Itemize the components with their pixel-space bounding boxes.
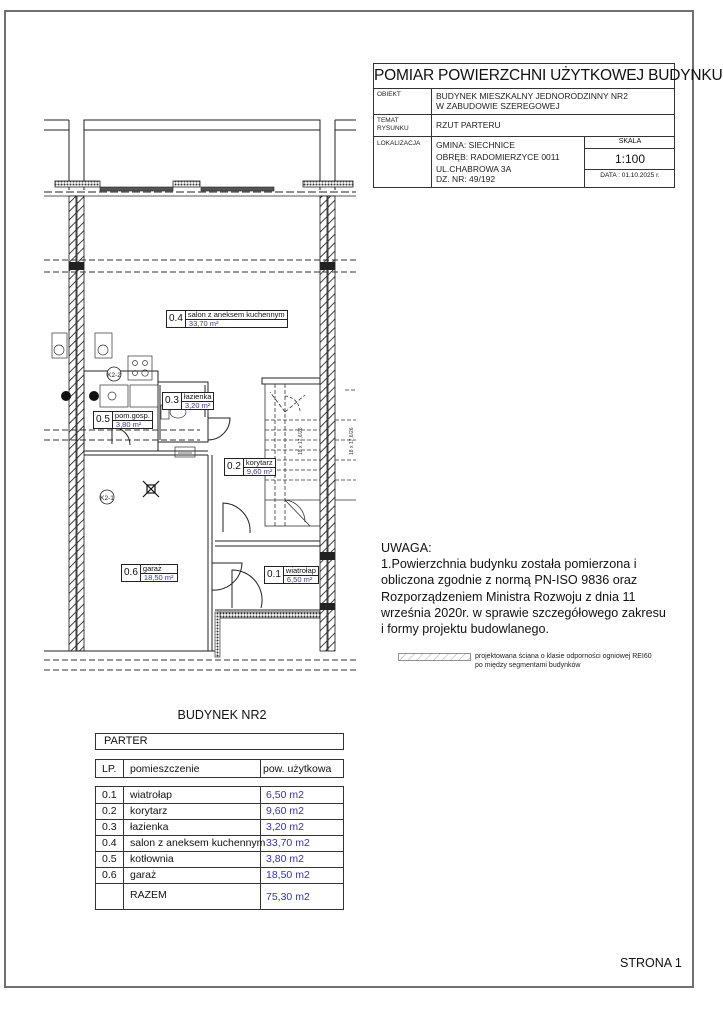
top-wall	[44, 181, 356, 196]
col-divider	[260, 760, 261, 777]
notes-heading: UWAGA:	[381, 541, 432, 555]
header-lp: LP.	[102, 763, 117, 775]
row-lp: 0.5	[102, 853, 117, 865]
legend-hatch-swatch	[398, 653, 471, 661]
lokalizacja-line-3: UL.CHABROWA 3A	[436, 164, 512, 174]
row-divider	[96, 883, 343, 884]
notes-block	[381, 540, 681, 637]
row-area: 3,80 m2	[266, 853, 304, 865]
room-area: 6,50 m²	[286, 575, 313, 584]
room-number: 0.6	[122, 565, 141, 581]
obiekt-label: OBIEKT	[377, 91, 401, 98]
header-room: pomieszczenie	[130, 763, 200, 775]
row-lp: 0.2	[102, 805, 117, 817]
bathroom-fixtures	[161, 405, 195, 457]
legend-line-2: po między segmentami budynków	[475, 662, 581, 669]
scale-label: SKALA	[618, 138, 642, 145]
title-block-title: POMIAR POWIERZCHNI UŻYTKOWEJ BUDYNKU	[374, 64, 674, 89]
table-header-row	[95, 759, 344, 778]
room-name: wiatrołap	[285, 566, 316, 575]
legend-text	[475, 652, 652, 670]
room-label-pom-gosp	[93, 411, 153, 429]
temat-value: RZUT PARTERU	[436, 120, 501, 130]
lokalizacja-label: LOKALIZACJA	[377, 140, 421, 147]
col-divider	[123, 787, 124, 909]
room-number: 0.3	[163, 393, 182, 409]
table-body	[95, 786, 344, 910]
room-area: 9,60 m²	[246, 467, 273, 476]
vent-tag-k22-label: K2-2	[107, 372, 121, 379]
room-number: 0.5	[94, 412, 113, 428]
row-divider	[96, 819, 343, 820]
room-number: 0.4	[167, 311, 186, 327]
staircase	[265, 384, 356, 526]
scale-value: 1:100	[585, 148, 675, 170]
front-pillar	[215, 612, 220, 657]
row-lp: 0.4	[102, 837, 117, 849]
notes-line-1: 1.Powierzchnia budynku została pomierzona i	[381, 557, 637, 572]
room-label-salon	[166, 310, 288, 328]
lamp-icon	[143, 481, 159, 497]
col-divider	[123, 760, 124, 777]
row-room-name: łazienka	[130, 821, 169, 833]
room-name: łazienka	[183, 392, 212, 401]
lokalizacja-line-2: OBRĘB: RADOMIERZYCE 0011	[436, 152, 560, 162]
stair-dimension-right: 18 x 17,6/26	[349, 427, 355, 455]
table-section-header: PARTER	[95, 733, 344, 750]
row-lp: 0.1	[102, 789, 117, 801]
stair-dimension-left: 18 x 17,6/26	[298, 427, 304, 455]
room-number: 0.1	[265, 567, 284, 583]
vent-tag-k22	[107, 367, 121, 381]
row-divider	[96, 867, 343, 868]
row-room-name: salon z aneksem kuchennym	[130, 837, 266, 849]
obiekt-line-1: BUDYNEK MIESZKALNY JEDNORODZINNY NR2	[436, 91, 628, 101]
row-area: 18,50 m2	[266, 869, 310, 881]
left-party-wall	[69, 196, 84, 651]
row-room-name: garaż	[130, 869, 157, 881]
row-room-name: wiatrołap	[130, 789, 173, 801]
drawing-date: DATA : 01.10.2025 r.	[600, 172, 660, 179]
row-area: 6,50 m2	[266, 789, 304, 801]
terrace-outline	[44, 120, 356, 190]
notes-line-3: Rozporządzeniem Ministra Rozwoju z dnia 11	[381, 589, 636, 604]
row-area: 33,70 m2	[266, 837, 310, 849]
row-area: 9,60 m2	[266, 805, 304, 817]
total-label: RAZEM	[130, 889, 167, 901]
row-room-name: kotłownia	[130, 853, 174, 865]
room-number: 0.2	[225, 459, 244, 475]
room-label-korytarz	[224, 458, 276, 476]
lokalizacja-line-4: DZ. NR: 49/192	[436, 174, 496, 184]
building-title: BUDYNEK NR2	[177, 708, 267, 722]
room-name: salon z aneksem kuchennym	[187, 310, 285, 319]
row-divider	[96, 803, 343, 804]
total-area: 75,30 m2	[266, 891, 310, 903]
room-area: 33,70 m²	[188, 319, 219, 328]
header-area: pow. użytkowa	[263, 763, 332, 775]
room-area: 18,50 m²	[143, 573, 174, 582]
row-lp: 0.6	[102, 869, 117, 881]
room-label-lazienka	[162, 392, 214, 410]
row-divider	[96, 851, 343, 852]
room-name: korytarz	[244, 459, 275, 468]
notes-line-5: i formy projektu budowlanego.	[381, 622, 550, 637]
notes-line-4: września 2020r. w sprawie szczegółowego zakresu	[381, 605, 666, 620]
lokalizacja-line-1: GMINA: SIECHNICE	[436, 140, 515, 150]
front-wall	[218, 612, 320, 618]
room-label-wiatrolap	[264, 566, 319, 584]
page-number: STRONA 1	[620, 956, 682, 970]
room-label-garaz	[121, 564, 178, 582]
vent-tag-k21-label: K2-1	[100, 495, 114, 502]
row-area: 3,20 m2	[266, 821, 304, 833]
vent-tag-k21	[100, 490, 114, 504]
row-divider	[96, 835, 343, 836]
room-area: 3,80 m²	[115, 420, 142, 429]
room-name: garaż	[141, 565, 177, 574]
row-lp: 0.3	[102, 821, 117, 833]
temat-label-1: TEMAT	[377, 117, 399, 124]
notes-line-2: obliczona zgodnie z normą PN-ISO 9836 oraz	[381, 573, 638, 588]
room-name: pom.gosp.	[114, 411, 150, 420]
right-party-wall	[320, 196, 335, 651]
obiekt-line-2: W ZABUDOWIE SZEREGOWEJ	[436, 101, 560, 111]
legend-line-1: projektowana ściana o klasie odporności ogniowej REI60	[475, 653, 652, 660]
row-room-name: korytarz	[130, 805, 168, 817]
temat-label-2: RYSUNKU	[377, 125, 409, 132]
room-area: 3,20 m²	[184, 401, 211, 410]
